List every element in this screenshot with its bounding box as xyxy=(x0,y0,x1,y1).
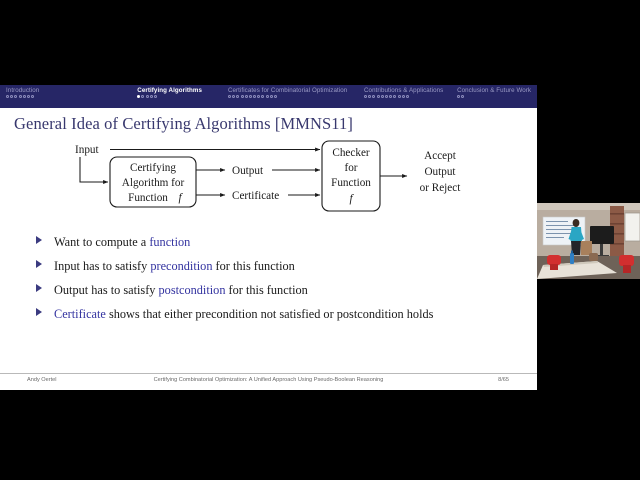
plain-text: Want to compute a xyxy=(54,235,150,249)
nav-progress-dot[interactable] xyxy=(245,95,248,98)
bullet-text xyxy=(54,307,433,321)
bullet-item xyxy=(36,235,526,250)
nav-progress-dot[interactable] xyxy=(461,95,464,98)
nav-section-dots xyxy=(0,95,131,100)
bullet-text xyxy=(54,235,190,249)
nav-progress-dot[interactable] xyxy=(228,95,231,98)
bullet-text xyxy=(54,259,295,273)
diagram-input-label: Input xyxy=(75,144,99,156)
checker-box-function-symbol: f xyxy=(349,193,353,205)
triangle-right-icon xyxy=(36,308,42,316)
highlighted-term: Certificate xyxy=(54,307,106,321)
nav-progress-dot[interactable] xyxy=(253,95,256,98)
nav-progress-dot[interactable] xyxy=(266,95,269,98)
edge-input-to-algorithm xyxy=(80,157,108,182)
algorithm-box-function-symbol: f xyxy=(178,192,182,204)
nav-progress-dot[interactable] xyxy=(19,95,22,98)
nav-progress-dot[interactable] xyxy=(393,95,396,98)
result-line3: or Reject xyxy=(419,182,461,194)
nav-section-dots xyxy=(131,95,222,100)
bullet-item xyxy=(36,259,526,274)
plain-text: for this function xyxy=(212,259,295,273)
bullet-item xyxy=(36,283,526,298)
nav-progress-dot[interactable] xyxy=(457,95,460,98)
presentation-slide xyxy=(0,85,537,390)
nav-progress-dot[interactable] xyxy=(31,95,34,98)
slide-section-navbar xyxy=(0,85,537,108)
nav-progress-dot[interactable] xyxy=(137,95,140,98)
plain-text: for this function xyxy=(225,283,308,297)
nav-progress-dot[interactable] xyxy=(364,95,367,98)
slide-title: General Idea of Certifying Algorithms [MMNS11] xyxy=(14,114,353,133)
nav-section-label: Introduction xyxy=(6,87,40,94)
nav-progress-dot[interactable] xyxy=(6,95,9,98)
footer-author: Andy Oertel xyxy=(27,377,57,383)
nav-progress-dot[interactable] xyxy=(154,95,157,98)
bullet-text xyxy=(54,283,308,297)
nav-section-certifying-algorithms[interactable] xyxy=(131,85,222,100)
highlighted-term: postcondition xyxy=(158,283,226,297)
result-line2: Output xyxy=(424,166,456,178)
nav-progress-dot[interactable] xyxy=(389,95,392,98)
nav-progress-dot[interactable] xyxy=(10,95,13,98)
bullet-item xyxy=(36,307,526,322)
nav-progress-dot[interactable] xyxy=(385,95,388,98)
presenter-camera-inset xyxy=(537,203,640,279)
nav-section-introduction[interactable] xyxy=(0,85,131,100)
highlighted-term: function xyxy=(149,235,191,249)
slide-footer xyxy=(0,373,537,390)
diagram-certificate-label: Certificate xyxy=(232,190,280,202)
nav-progress-dot[interactable] xyxy=(274,95,277,98)
nav-progress-dot[interactable] xyxy=(141,95,144,98)
nav-progress-dot[interactable] xyxy=(381,95,384,98)
nav-progress-dot[interactable] xyxy=(406,95,409,98)
nav-progress-dot[interactable] xyxy=(23,95,26,98)
algorithm-box-line1: Certifying xyxy=(130,162,176,174)
nav-progress-dot[interactable] xyxy=(241,95,244,98)
nav-progress-dot[interactable] xyxy=(14,95,17,98)
nav-progress-dot[interactable] xyxy=(257,95,260,98)
nav-section-dots xyxy=(451,95,537,100)
nav-section-label: Contributions & Applications xyxy=(364,87,444,94)
nav-progress-dot[interactable] xyxy=(270,95,273,98)
nav-progress-dot[interactable] xyxy=(368,95,371,98)
nav-section-conclusion-future-work[interactable] xyxy=(451,85,537,100)
nav-progress-dot[interactable] xyxy=(398,95,401,98)
certifying-algorithm-diagram xyxy=(0,137,537,227)
plain-text: Output has to satisfy xyxy=(54,283,159,297)
nav-section-dots xyxy=(358,95,451,100)
triangle-right-icon xyxy=(36,260,42,268)
checker-box-line3: Function xyxy=(331,177,371,189)
algorithm-box-line2: Algorithm for xyxy=(121,177,185,189)
plain-text: shows that either precondition not satisfied or postcondition holds xyxy=(105,307,434,321)
nav-section-label: Conclusion & Future Work xyxy=(457,87,532,94)
footer-talk-title: Certifying Combinatorial Optimization: A Unified Approach Using Pseudo-Boolean Reasoning xyxy=(153,377,384,383)
nav-progress-dot[interactable] xyxy=(377,95,380,98)
nav-section-label: Certificates for Combinatorial Optimization xyxy=(227,87,348,94)
nav-progress-dot[interactable] xyxy=(261,95,264,98)
bullet-list xyxy=(36,235,526,331)
checker-box-line1: Checker xyxy=(332,147,370,159)
nav-progress-dot[interactable] xyxy=(150,95,153,98)
nav-progress-dot[interactable] xyxy=(236,95,239,98)
plain-text: Input has to satisfy xyxy=(54,259,151,273)
nav-section-certificates-combinatorial-optimization[interactable] xyxy=(222,85,358,100)
nav-progress-dot[interactable] xyxy=(27,95,30,98)
checker-box-line2: for xyxy=(344,162,358,174)
nav-progress-dot[interactable] xyxy=(146,95,149,98)
footer-page-number: 8/65 xyxy=(498,377,509,383)
result-line1: Accept xyxy=(424,150,456,162)
nav-progress-dot[interactable] xyxy=(249,95,252,98)
nav-section-label: Certifying Algorithms xyxy=(137,87,202,94)
algorithm-box-line3: Function xyxy=(128,192,168,204)
nav-progress-dot[interactable] xyxy=(402,95,405,98)
triangle-right-icon xyxy=(36,236,42,244)
nav-section-contributions-applications[interactable] xyxy=(358,85,451,100)
highlighted-term: precondition xyxy=(150,259,213,273)
triangle-right-icon xyxy=(36,284,42,292)
nav-progress-dot[interactable] xyxy=(372,95,375,98)
nav-progress-dot[interactable] xyxy=(232,95,235,98)
nav-section-dots xyxy=(222,95,358,100)
diagram-output-label: Output xyxy=(232,165,264,177)
